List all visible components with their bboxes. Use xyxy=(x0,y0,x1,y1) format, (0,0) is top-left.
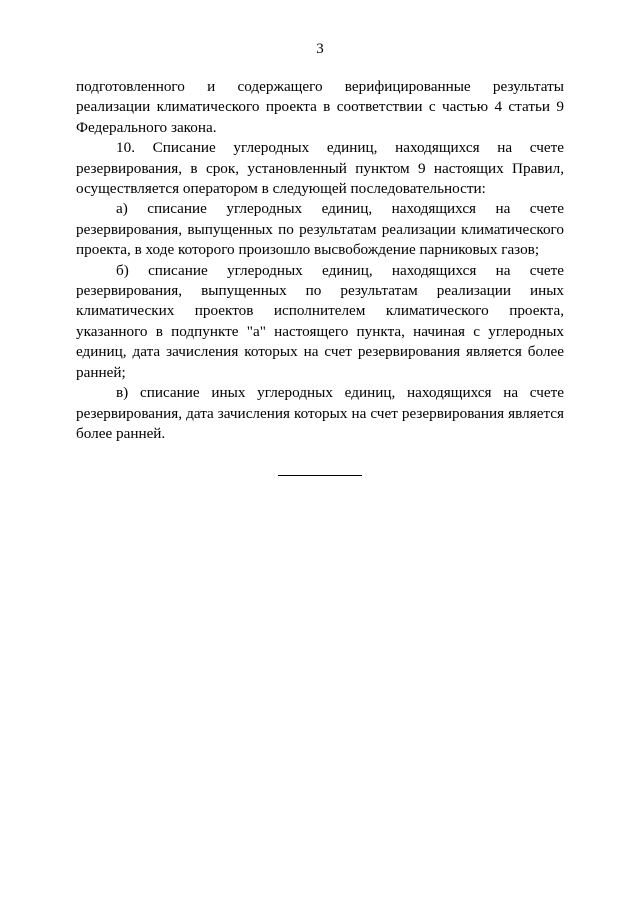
paragraph-subitem-v: в) списание иных углеродных единиц, находящихся на счете резервирования, дата зачисления которых на счет резервирования является более ранней. xyxy=(76,384,564,442)
paragraph-continuation: подготовленного и содержащего верифицированные результаты реализации климатического проекта в соответствии с частью 4 статьи 9 Федерального закона. xyxy=(76,78,564,136)
paragraph-subitem-a: а) списание углеродных единиц, находящихся на счете резервирования, выпущенных по результатам реализации климатического проекта, в ходе которого произошло высвобождение парниковых газов; xyxy=(76,200,564,259)
paragraph-item-10: 10. Списание углеродных единиц, находящихся на счете резервирования, в срок, установленный пунктом 9 настоящих Правил, осуществляется оператором в следующей последовательности: xyxy=(76,139,564,198)
page-number: 3 xyxy=(316,41,324,57)
paragraph-subitem-b: б) списание углеродных единиц, находящихся на счете резервирования, выпущенных по результатам реализации иных климатических проектов исполнителем климатического проекта, указанного в подпункте "а" настоящего пункта, начиная с углеродных единиц, дата зачисления которых на счет резервирования является более ранней; xyxy=(76,261,564,381)
document-body xyxy=(76,77,564,444)
end-separator-line xyxy=(278,475,362,476)
